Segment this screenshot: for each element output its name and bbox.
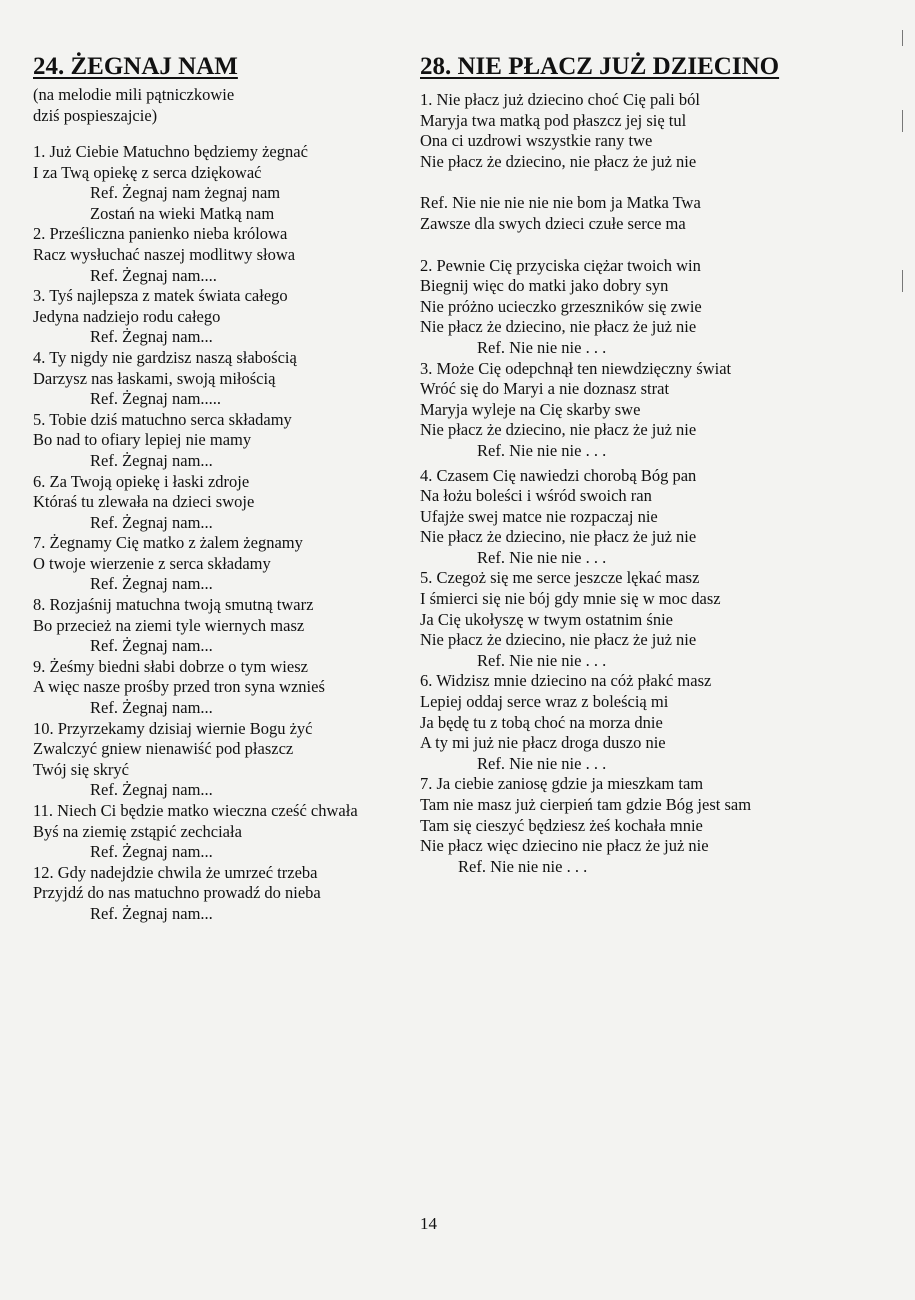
lyric-line: 11. Niech Ci będzie matko wieczna cześć chwała xyxy=(33,801,358,820)
refrain-line: Ref. Żegnaj nam... xyxy=(90,780,213,800)
left-song xyxy=(33,52,403,925)
lyric-line: 8. Rozjaśnij matuchna twoją smutną twarz xyxy=(33,595,314,615)
lyric-line: 1. Nie płacz już dziecino choć Cię pali ból xyxy=(420,90,700,109)
refrain-line: Ref. Nie nie nie . . . xyxy=(458,856,588,876)
lyric-line: 6. Za Twoją opiekę i łaski zdroje xyxy=(33,471,250,491)
refrain-line: Ref. Żegnaj nam żegnaj nam xyxy=(90,183,281,203)
refrain-line: Ref. Żegnaj nam.... xyxy=(90,265,217,285)
lyric-line: 7. Ja ciebie zaniosę gdzie ja mieszkam tam xyxy=(420,774,704,794)
lyric-line: Biegnij więc do matki jako dobry syn xyxy=(420,276,669,296)
lyric-line: 4. Czasem Cię nawiedzi chorobą Bóg pan xyxy=(420,465,697,485)
margin-mark xyxy=(902,30,903,46)
lyric-line: Nie płacz że dziecino, nie płacz że już nie xyxy=(420,317,697,337)
lyric-line: 4. Ty nigdy nie gardzisz naszą słabością xyxy=(33,347,297,367)
lyric-line: Racz wysłuchać naszej modlitwy słowa xyxy=(33,244,296,264)
refrain-line: Ref. Żegnaj nam... xyxy=(90,512,213,532)
refrain-line: Ref. Żegnaj nam... xyxy=(90,636,213,656)
lyric-line: Wróć się do Maryi a nie doznasz strat xyxy=(420,379,670,399)
lyric-line: A ty mi już nie płacz droga duszo nie xyxy=(420,733,666,753)
refrain-line: Zostań na wieki Matką nam xyxy=(90,203,275,223)
refrain-line: Ref. Żegnaj nam... xyxy=(90,450,213,470)
margin-mark xyxy=(902,270,903,292)
lyric-line: Jedyna nadziejo rodu całego xyxy=(33,306,221,326)
lyric-line: Zwalczyć gniew nienawiść pod płaszcz xyxy=(33,739,294,759)
right-song-lyrics xyxy=(420,90,820,877)
lyric-line: Nie płacz że dziecino, nie płacz że już nie xyxy=(420,151,697,171)
lyric-line: Bo nad to ofiary lepiej nie mamy xyxy=(33,430,252,450)
refrain-line: Ref. Nie nie nie nie nie bom ja Matka Twa xyxy=(420,193,701,213)
lyric-line: 1. Już Ciebie Matuchno będziemy żegnać xyxy=(33,142,308,161)
lyric-line: 5. Tobie dziś matuchno serca składamy xyxy=(33,409,292,429)
refrain-line: Ref. Nie nie nie . . . xyxy=(477,440,607,460)
lyric-line: Na łożu boleści i wśród swoich ran xyxy=(420,486,652,506)
refrain-line: Ref. Żegnaj nam... xyxy=(90,327,213,347)
lyric-line: 6. Widzisz mnie dziecino na cóż płakć masz xyxy=(420,671,712,691)
left-song-title: 24. ŻEGNAJ NAM xyxy=(33,53,238,80)
lyric-line: 7. Żegnamy Cię matko z żalem żegnamy xyxy=(33,533,303,553)
lyric-line: I za Twą opiekę z serca dziękować xyxy=(33,162,262,182)
lyric-line: Nie płacz że dziecino, nie płacz że już nie xyxy=(420,527,697,547)
refrain-line: Zawsze dla swych dzieci czułe serce ma xyxy=(420,213,686,233)
refrain-line: Ref. Nie nie nie . . . xyxy=(477,650,607,670)
right-song-title: 28. NIE PŁACZ JUŻ DZIECINO xyxy=(420,53,780,80)
lyric-line: Nie płacz że dziecino, nie płacz że już nie xyxy=(420,630,697,650)
refrain-line: Ref. Żegnaj nam..... xyxy=(90,389,222,409)
page-number: 14 xyxy=(420,1214,437,1233)
lyric-line: 3. Tyś najlepsza z matek świata całego xyxy=(33,286,288,306)
left-song-subtitle xyxy=(33,84,403,126)
lyric-line: Twój się skryć xyxy=(33,759,129,779)
lyric-line: Ona ci uzdrowi wszystkie rany twe xyxy=(420,131,653,151)
lyric-line: Przyjdź do nas matuchno prowadź do nieba xyxy=(33,883,321,903)
lyric-line: 12. Gdy nadejdzie chwila że umrzeć trzeba xyxy=(33,862,318,882)
lyric-line: Bo przecież na ziemi tyle wiernych masz xyxy=(33,615,305,635)
lyric-line: 10. Przyrzekamy dzisiaj wiernie Bogu żyć xyxy=(33,718,313,738)
lyric-line: Któraś tu zlewała na dzieci swoje xyxy=(33,492,255,512)
right-song xyxy=(420,52,820,877)
lyric-line: Ja Cię ukołyszę w twym ostatnim śnie xyxy=(420,609,673,629)
lyric-line: Nie płacz że dziecino, nie płacz że już nie xyxy=(420,420,697,440)
lyric-line: Ja będę tu z tobą choć na morza dnie xyxy=(420,712,663,732)
lyric-line: Darzysz nas łaskami, swoją miłością xyxy=(33,368,276,388)
lyric-line: 9. Żeśmy biedni słabi dobrze o tym wiesz xyxy=(33,656,308,676)
lyric-line: Maryja wyleje na Cię skarby swe xyxy=(420,399,641,419)
lyric-line: 2. Pewnie Cię przyciska ciężar twoich win xyxy=(420,255,701,275)
lyric-line: O twoje wierzenie z serca składamy xyxy=(33,553,271,573)
lyric-line: Ufajże swej matce nie rozpaczaj nie xyxy=(420,506,658,526)
refrain-line: Ref. Żegnaj nam... xyxy=(90,903,213,923)
refrain-line: Ref. Nie nie nie . . . xyxy=(477,753,607,773)
refrain-line: Ref. Nie nie nie . . . xyxy=(477,337,607,357)
lyric-line: A więc nasze prośby przed tron syna wznieś xyxy=(33,677,325,697)
lyric-line: 5. Czegoż się me serce jeszcze lękać masz xyxy=(420,568,700,588)
lyric-line: Nie płacz więc dziecino nie płacz że już nie xyxy=(420,836,709,856)
lyric-line: I śmierci się nie bój gdy mnie się w moc dasz xyxy=(420,589,721,609)
lyric-line: Lepiej oddaj serce wraz z boleścią mi xyxy=(420,692,669,712)
margin-mark xyxy=(902,110,903,132)
refrain-line: Ref. Żegnaj nam... xyxy=(90,574,213,594)
lyric-line: 2. Prześliczna panienko nieba królowa xyxy=(33,224,288,244)
lyric-line: 3. Może Cię odepchnął ten niewdzięczny świat xyxy=(420,358,732,378)
lyric-line: Nie próżno ucieczko grzeszników się zwie xyxy=(420,296,702,316)
subtitle-line: (na melodie mili pątniczkowie xyxy=(33,85,235,104)
lyric-line: Maryja twa matką pod płaszcz jej się tul xyxy=(420,110,687,130)
subtitle-line: dziś pospieszajcie) xyxy=(33,106,158,125)
refrain-line: Ref. Żegnaj nam... xyxy=(90,842,213,862)
left-song-lyrics xyxy=(33,142,403,925)
refrain-line: Ref. Nie nie nie . . . xyxy=(477,547,607,567)
lyric-line: Tam się cieszyć będziesz żeś kochała mnie xyxy=(420,815,703,835)
lyric-line: Tam nie masz już cierpień tam gdzie Bóg jest sam xyxy=(420,795,752,814)
refrain-line: Ref. Żegnaj nam... xyxy=(90,698,213,718)
lyric-line: Byś na ziemię zstąpić zechciała xyxy=(33,821,242,841)
